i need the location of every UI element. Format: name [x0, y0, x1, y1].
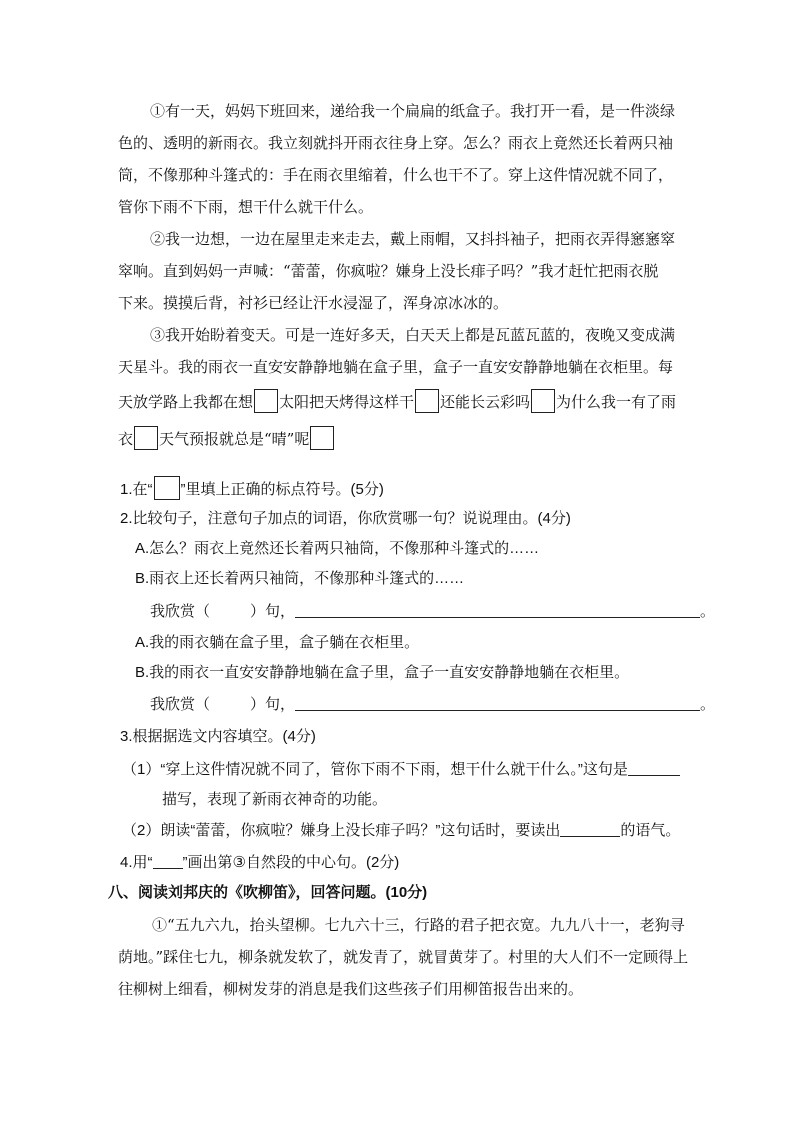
q2-option-a1: A.怎么？雨衣上竟然还长着两只袖筒，不像那种斗篷式的……: [135, 540, 540, 557]
passage-p3-line1: ③我开始盼着变天。可是一连好多天，白天天上都是瓦蓝瓦蓝的，夜晚又变成满: [150, 326, 676, 344]
question-4: [120, 852, 399, 874]
q3-part2: [122, 820, 680, 842]
q2-option-b1: B.雨衣上还长着两只袖筒，不像那种斗篷式的……: [135, 570, 465, 587]
q4-text-a: 4.用“: [120, 854, 153, 871]
q4-text-b: ”画出第③自然段的中心句。(2分): [182, 854, 400, 871]
q4-underline-sample: [153, 856, 183, 869]
p3-text-e: 衣: [118, 430, 134, 448]
q2-option-a2: A.我的雨衣躺在盒子里，盒子躺在衣柜里。: [135, 634, 420, 651]
q1-text-a: 1.在“: [120, 481, 153, 498]
q3-blank-1[interactable]: [628, 759, 680, 776]
question-1: [120, 476, 384, 501]
question-2: 2.比较句子，注意句子加点的词语，你欣赏哪一句？说说理由。(4分): [120, 510, 571, 527]
punctuation-box-3[interactable]: [531, 389, 555, 413]
appreciate-label-b: ）句，: [250, 603, 296, 620]
passage-p2-line3: 下来。摸摸后背，衬衫已经让汗水浸湿了，浑身凉冰冰的。: [118, 294, 509, 312]
q1-text-b: ”里填上正确的标点符号。(5分): [180, 481, 384, 498]
passage-p1-line4: 管你下雨不下雨，想干什么就干什么。: [118, 198, 374, 216]
appreciate-label-a: 我欣赏（: [150, 603, 211, 620]
section-8-heading: 八、阅读刘邦庆的《吹柳笛》，回答问题。(10分): [108, 884, 428, 901]
q3-part2-end: 的语气。: [620, 822, 681, 839]
question-3: 3.根据据选文内容填空。(4分): [120, 728, 316, 745]
section-8-line3: 往柳树上细看，柳树发芽的消息是我们这些孩子们用柳笛报告出来的。: [118, 980, 584, 998]
q3-part2-text: （2）朗读“蕾蕾，你疯啦？嫌身上没长痱子吗？”这句话时，要读出: [122, 822, 561, 839]
section-8-line1: ①“五九六九，抬头望柳。七九六十三，行路的君子把衣宽。九九八十一，老狗寻: [152, 916, 685, 934]
passage-p1-line3: 筒，不像那种斗篷式的：手在雨衣里缩着，什么也干不了。穿上这件情况就不同了，: [118, 166, 674, 184]
q2-answer-2: [150, 694, 715, 716]
q3-part1-text: （1）“穿上这件情况就不同了，管你下雨不下雨，想干什么就干什么。”这句是: [122, 761, 628, 778]
q2-option-b2: B.我的雨衣一直安安静静地躺在盒子里，盒子一直安安静静地躺在衣柜里。: [135, 664, 630, 681]
q3-part1: [122, 759, 680, 781]
p3-text-f: 天气预报就总是“晴”呢: [159, 430, 310, 448]
p3-text-a: 天放学路上我都在想: [118, 393, 254, 411]
period-1: 。: [700, 603, 716, 620]
p3-text-c: 还能长云彩吗: [440, 393, 531, 411]
appreciate-label-a: 我欣赏（: [150, 696, 211, 713]
q3-part1-continued: 描写，表现了新雨衣神奇的功能。: [162, 791, 388, 808]
passage-p3-line2: 天星斗。我的雨衣一直安安静静地躺在盒子里，盒子一直安安静静地躺在衣柜里。每: [118, 358, 674, 376]
punctuation-box-5[interactable]: [310, 426, 334, 450]
punctuation-box-2[interactable]: [415, 389, 439, 413]
q3-blank-2[interactable]: [560, 820, 620, 837]
answer-line-2[interactable]: [295, 694, 700, 711]
passage-p3-line3: [118, 389, 676, 413]
passage-p1-line2: 色的、透明的新雨衣。我立刻就抖开雨衣往身上穿。怎么？雨衣上竟然还长着两只袖: [118, 134, 674, 152]
passage-p3-line4: [118, 426, 335, 450]
p3-text-d: 为什么我一有了雨: [556, 393, 677, 411]
passage-p2-line1: ②我一边想，一边在屋里走来走去，戴上雨帽，又抖抖袖子，把雨衣弄得窸窸窣: [150, 230, 676, 248]
passage-p2-line2: 窣响。直到妈妈一声喊：“蕾蕾，你疯啦？嫌身上没长痱子吗？”我才赶忙把雨衣脱: [118, 262, 659, 280]
period-2: 。: [700, 696, 716, 713]
passage-p1-line1: ①有一天，妈妈下班回来，递给我一个扁扁的纸盒子。我打开一看，是一件淡绿: [150, 102, 676, 120]
answer-line-1[interactable]: [295, 601, 700, 618]
punctuation-box-4[interactable]: [134, 426, 158, 450]
punctuation-box-1[interactable]: [254, 389, 278, 413]
p3-text-b: 太阳把天烤得这样干: [279, 393, 415, 411]
appreciate-label-b: ）句，: [250, 696, 296, 713]
q2-answer-1: [150, 601, 715, 623]
section-8-line2: 荫地。”踩住七九，柳条就发软了，就发青了，就冒黄芽了。村里的大人们不一定顾得上: [118, 948, 689, 966]
sample-box: [154, 476, 180, 500]
